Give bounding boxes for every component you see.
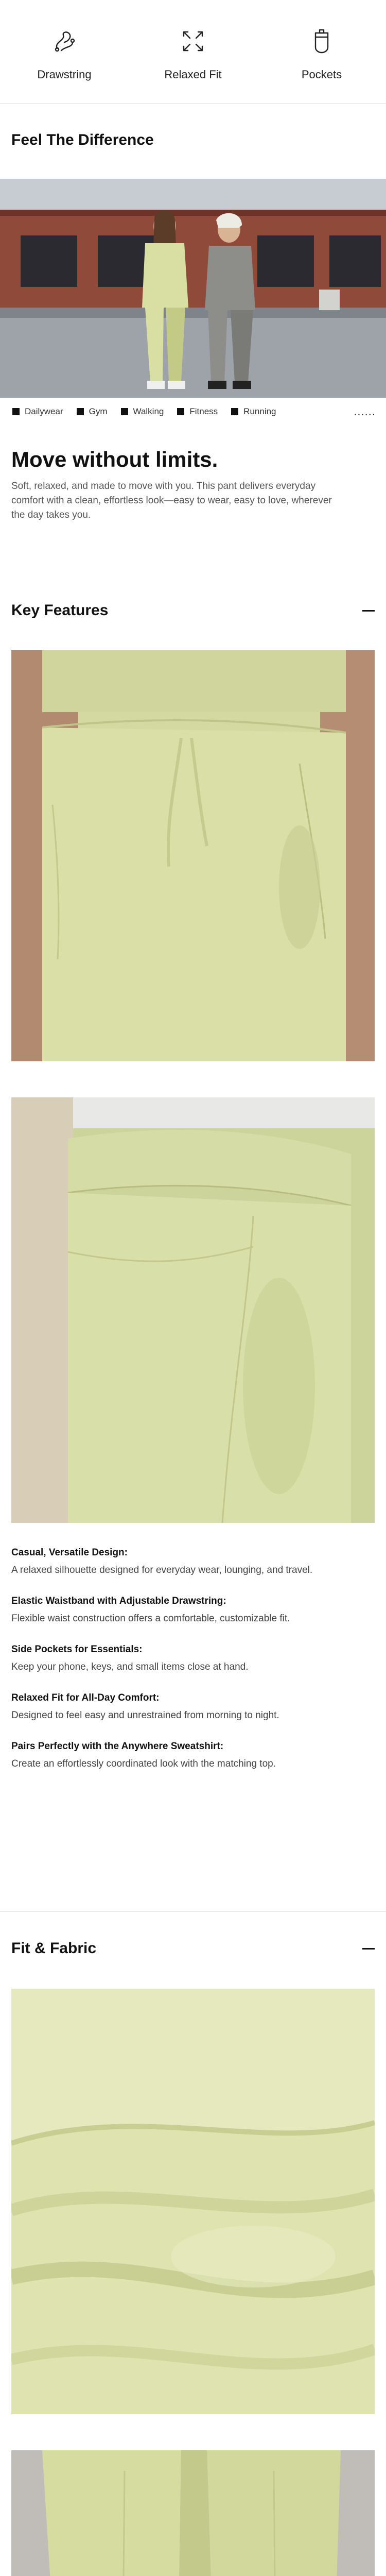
fabric-closeup-photo <box>11 1989 375 2414</box>
key-feature-heading: Side Pockets for Essentials: <box>11 1644 143 1655</box>
occasion-label: Walking <box>133 406 164 416</box>
divider <box>0 1911 386 1912</box>
key-feature-heading: Pairs Perfectly with the Anywhere Sweatshirt: <box>11 1741 224 1752</box>
feature-pockets <box>275 26 368 103</box>
lifestyle-hero-photo <box>0 179 386 398</box>
key-feature-heading: Casual, Versatile Design: <box>11 1547 128 1558</box>
occasion-label: Running <box>243 406 276 416</box>
occasion-tag <box>12 406 63 417</box>
key-features-list <box>11 1546 375 1788</box>
occasion-tag <box>231 406 276 417</box>
hero-description: Soft, relaxed, and made to move with you. This pant delivers everyday comfort with a clean, effortless look—easy to wear, easy to love, wherever the day takes you. <box>11 481 332 520</box>
hero-headline: Move without limits. <box>11 447 218 471</box>
feature-label: Pockets <box>301 68 342 81</box>
key-feature-item <box>11 1691 375 1723</box>
key-feature-item <box>11 1594 375 1626</box>
key-feature-heading: Elastic Waistband with Adjustable Drawstring: <box>11 1596 226 1606</box>
fit-fabric-title: Fit & Fabric <box>11 1940 97 1957</box>
divider <box>0 103 386 104</box>
key-feature-text: Keep your phone, keys, and small items close at hand. <box>11 1662 249 1672</box>
occasion-tag <box>121 406 164 417</box>
waistband-drawstring-photo <box>11 650 375 1061</box>
feature-relaxed-fit <box>147 26 239 103</box>
key-feature-item <box>11 1739 375 1771</box>
occasion-tag <box>177 406 218 417</box>
occasion-marker <box>12 408 20 415</box>
key-feature-item <box>11 1642 375 1674</box>
pockets-icon <box>306 26 337 57</box>
feel-section-title: Feel The Difference <box>11 131 154 148</box>
collapse-key-features-icon[interactable] <box>362 610 375 612</box>
feature-icons-bar <box>0 0 386 103</box>
key-feature-heading: Relaxed Fit for All-Day Comfort: <box>11 1692 160 1703</box>
back-waistband-photo <box>11 1097 375 1523</box>
feature-label: Relaxed Fit <box>164 68 222 81</box>
feature-drawstring <box>18 26 111 103</box>
occasion-marker <box>77 408 84 415</box>
occasion-tags <box>12 405 376 418</box>
feature-label: Drawstring <box>37 68 92 81</box>
key-features-title: Key Features <box>11 602 109 619</box>
collapse-fit-fabric-icon[interactable] <box>362 1948 375 1950</box>
occasion-tag <box>77 406 108 417</box>
occasion-label: Dailywear <box>25 406 63 416</box>
key-feature-text: A relaxed silhouette designed for everyday wear, lounging, and travel. <box>11 1565 313 1575</box>
leg-and-sneakers-photo <box>11 2450 375 2576</box>
drawstring-icon <box>49 26 80 57</box>
key-feature-text: Create an effortlessly coordinated look with the matching top. <box>11 1758 276 1769</box>
occasion-marker <box>177 408 184 415</box>
key-feature-text: Designed to feel easy and unrestrained from morning to night. <box>11 1710 279 1721</box>
key-feature-text: Flexible waist construction offers a comfortable, customizable fit. <box>11 1613 290 1624</box>
more-occasions-indicator[interactable]: ...... <box>354 405 376 418</box>
occasion-marker <box>231 408 238 415</box>
occasion-marker <box>121 408 128 415</box>
key-feature-item <box>11 1546 375 1578</box>
relaxed-fit-icon <box>178 26 208 57</box>
occasion-label: Fitness <box>189 406 218 416</box>
occasion-label: Gym <box>89 406 108 416</box>
